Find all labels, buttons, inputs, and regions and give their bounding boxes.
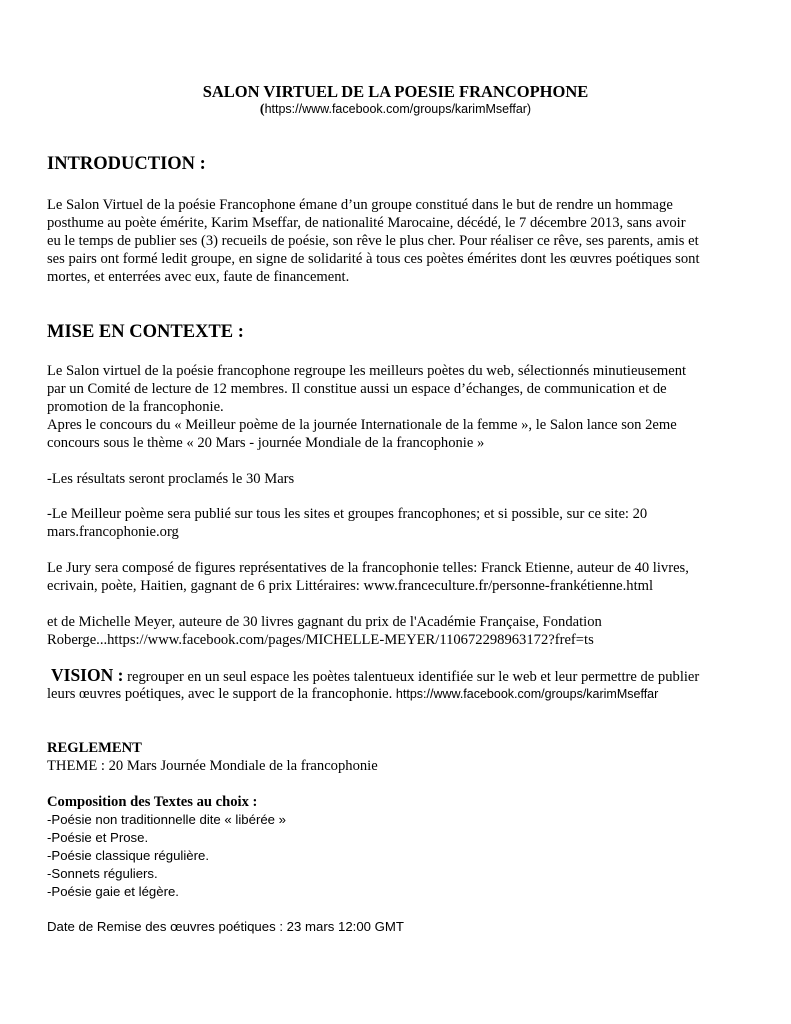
best-poem-line: -Le Meilleur poème sera publié sur tous les sites et groupes francophones; et si possible, sur ce site: 20 — [47, 506, 648, 522]
intro-line: ses pairs ont formé ledit groupe, en signe de solidarité à tous ces poètes émérites dont les œuvres poétiques sont — [47, 251, 700, 267]
document-title: SALON VIRTUEL DE LA POESIE FRANCOPHONE — [202, 82, 589, 101]
results-line: -Les résultats seront proclamés le 30 Mars — [47, 471, 295, 487]
context-line: Apres le concours du « Meilleur poème de la journée Internationale de la femme », le Salon lance son 2eme — [47, 417, 677, 433]
theme-line: THEME : 20 Mars Journée Mondiale de la francophonie — [47, 758, 378, 774]
intro-line: eu le temps de publier ses (3) recueils de poésie, son rêve le plus cher. Pour réaliser ce rêve, ses parents, amis et — [47, 233, 699, 249]
meyer-line: Roberge...https://www.facebook.com/pages/MICHELLE-MEYER/110672298963172?fref=ts — [47, 632, 594, 648]
paren-open: ( — [259, 102, 265, 117]
composition-heading: Composition des Textes au choix : — [47, 794, 258, 810]
reglement-heading: REGLEMENT — [47, 740, 142, 756]
context-line: promotion de la francophonie. — [47, 399, 224, 415]
vision-line — [51, 666, 699, 686]
vision-line-2 — [47, 685, 658, 703]
option-item: -Poésie et Prose. — [47, 830, 149, 845]
intro-line: Le Salon Virtuel de la poésie Francophone émane d’un groupe constitué dans le but de rendre un hommage — [47, 197, 673, 213]
vision-label: VISION : — [51, 665, 124, 685]
jury-line: Le Jury sera composé de figures représentatives de la francophonie telles: Franck Etienne, auteur de 40 livres, — [47, 560, 689, 576]
option-item: -Poésie non traditionnelle dite « libérée » — [47, 812, 286, 827]
intro-line: mortes, et enterrées avec eux, faute de financement. — [47, 269, 350, 285]
context-heading: MISE EN CONTEXTE : — [47, 322, 244, 342]
context-line: par un Comité de lecture de 12 membres. Il constitue aussi un espace d’échanges, de communication et de — [47, 381, 667, 397]
option-item: -Poésie gaie et légère. — [47, 884, 179, 899]
introduction-heading: INTRODUCTION : — [47, 154, 206, 174]
context-line: Le Salon virtuel de la poésie francophone regroupe les meilleurs poètes du web, sélectionnés minutieusement — [47, 363, 687, 379]
header-url: https://www.facebook.com/groups/karimMseffar) — [264, 102, 532, 116]
vision-url: https://www.facebook.com/groups/karimMseffar — [395, 687, 659, 701]
option-item: -Sonnets réguliers. — [47, 866, 158, 881]
vision-text: regrouper en un seul espace les poètes talentueux identifiée sur le web et leur permettre de publier — [123, 669, 700, 685]
deadline-line: Date de Remise des œuvres poétiques : 23 mars 12:00 GMT — [47, 919, 404, 934]
intro-line: posthume au poète émérite, Karim Mseffar, de nationalité Marocaine, décédé, le 7 décembre 2013, sans avoir — [47, 215, 686, 231]
vision-text-2: leurs œuvres poétiques, avec le support de la francophonie. — [47, 686, 396, 702]
header-link-line — [0, 101, 791, 118]
meyer-line: et de Michelle Meyer, auteure de 30 livres gagnant du prix de l'Académie Française, Fondation — [47, 614, 602, 630]
best-poem-line: mars.francophonie.org — [47, 524, 179, 540]
jury-line: ecrivain, poète, Haitien, gagnant de 6 prix Littéraires: www.franceculture.fr/personne-frankétienne.html — [47, 578, 654, 594]
context-line: concours sous le thème « 20 Mars - journée Mondiale de la francophonie » — [47, 435, 485, 451]
option-item: -Poésie classique régulière. — [47, 848, 209, 863]
